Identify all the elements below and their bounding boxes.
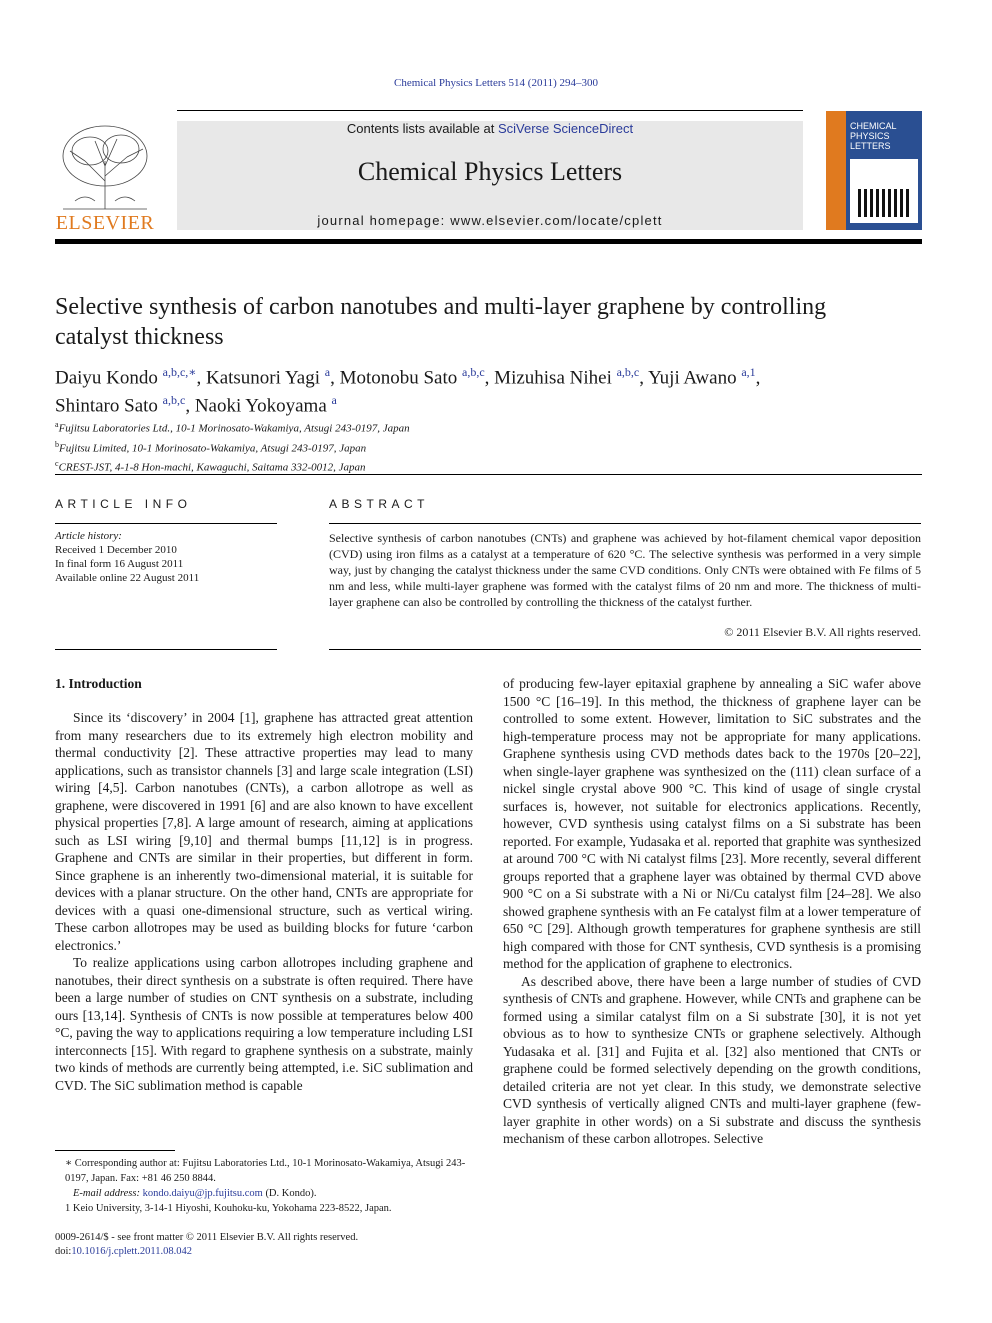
affiliation-text: Fujitsu Limited, 10-1 Morinosato-Wakamiya, Atsugi 243-0197, Japan bbox=[59, 442, 367, 455]
left-column bbox=[55, 709, 473, 1094]
affiliations bbox=[55, 417, 655, 476]
author-name: Shintaro Sato bbox=[55, 395, 163, 417]
affiliation-marker: a bbox=[55, 420, 59, 429]
author-separator: , bbox=[185, 395, 195, 417]
contents-line bbox=[177, 121, 803, 136]
author-list bbox=[55, 361, 915, 418]
author-separator: , bbox=[330, 367, 340, 389]
cover-title: CHEMICAL PHYSICS LETTERS bbox=[850, 121, 897, 151]
author-affiliation-marker[interactable]: a,b,c bbox=[462, 365, 485, 379]
email-suffix: (D. Kondo). bbox=[262, 1188, 317, 1199]
header-thick-rule bbox=[55, 239, 922, 244]
title-divider bbox=[55, 474, 922, 475]
online-date: Available online 22 August 2011 bbox=[55, 572, 200, 584]
author-separator: , bbox=[755, 367, 761, 389]
intro-paragraph-3: of producing few-layer epitaxial graphene by annealing a SiC wafer above 1500 °C [16–19]. In this method, the thickness of graphene layer can be controlled to some extent. However, limitation to SiC substrates and the high-temperature process may not be appropriate for many applications. Graphene synthesis using CVD methods dates back to the 1970s [20–22], when single-layer graphene was synthesized on the (111) clean surface of a nickel single crystal above 900 °C. This kind of usage of single crystal surfaces is, however, not suitable for electronics applications. Recently, however, CVD synthesis using catalyst films on a Si substrate has been reported. For example, Yudasaka et al. reported that graphite was synthesized at around 700 °C with Ni catalyst films [23]. More recently, several different groups reported that a graphene layer was obtained by thermal CVD above 900 °C on a Si substrate with a Ni or Ni/Cu catalyst film [24–28]. We also showed graphene synthesis with an Fe catalyst film at a lower temperature of 650 °C [29]. Although growth temperatures for graphene synthesis are still high compared with those for CNT synthesis, CVD synthesis is a promising method for the application of graphene to electronics. bbox=[503, 676, 921, 971]
email-note bbox=[55, 1186, 473, 1201]
intro-paragraph-1: Since its ‘discovery’ in 2004 [1], graphene has attracted great attention from many researchers due to its extremely high electron mobility and thermal conductivity [2]. These attractive properties may lead to many applications, such as transistor channels [3] and large scale integration (LSI) wiring [4,5]. Carbon nanotubes (CNTs), a carbon allotrope as well as graphene, were discovered in 1991 [6] and are also known to have excellent physical properties [7,8]. A large amount of research, aiming at applications such as LSI wiring [9,10] and thermal bumps [11,12] is in progress. Graphene and CNTs are similar in their properties, but different in form. Since graphene is an inherently two-dimensional material, it is suitable for devices with a planar structure. On the other hand, CNTs are appropriate for devices with a quasi one-dimensional structure, such as vertical wiring. These carbon allotropes may be used as building blocks for future ‘carbon electronics.’ bbox=[55, 710, 473, 953]
cover-strip bbox=[826, 111, 846, 230]
author-name: Daiyu Kondo bbox=[55, 367, 163, 389]
affiliation-text: CREST-JST, 4-1-8 Hon-machi, Kawaguchi, Saitama 332-0012, Japan bbox=[58, 461, 366, 474]
email-label: E-mail address: bbox=[73, 1188, 140, 1199]
author-name: Katsunori Yagi bbox=[205, 367, 325, 389]
abstract-bottom-rule bbox=[329, 649, 921, 650]
intro-paragraph-4: As described above, there have been a large number of studies of CVD synthesis of CNTs and graphene. However, while CNTs and graphene can be formed using a similar catalyst film on a Si substrate [30], it is not yet obvious as to how to synthesize CNTs or graphene selectively. Although Yudasaka et al. [31] and Fujita et al. [32] also mentioned that CNTs or graphene could be formed selectively depending on the growth conditions, detailed criteria are not yet clear. In this study, we demonstrate selective CVD synthesis of vertically aligned CNTs and multi-layer graphene (few-layer graphite in other words) on a Si substrate and discuss the synthesis mechanism of these carbon allotropes. Selective bbox=[503, 973, 921, 1146]
journal-header-box bbox=[177, 121, 803, 230]
article-info-rule bbox=[55, 523, 277, 524]
article-title: Selective synthesis of carbon nanotubes and multi-layer graphene by controlling catalyst thickness bbox=[55, 294, 827, 350]
article-info-heading: ARTICLE INFO bbox=[55, 497, 192, 511]
intro-paragraph-2: To realize applications using carbon allotropes including graphene and nanotubes, their direct synthesis on a substrate is often required. There have been a large number of studies on CNT synthesis on a substrate, including ours [13,14]. Synthesis of CNTs is now possible at temperatures below 400 °C, paving the way to applications requiring a low temperature including LSI interconnects [15]. With regard to graphene synthesis on a substrate, mainly two kinds of methods are currently being attempted, i.e. SiC sublimation and CVD. The SiC sublimation method is capable bbox=[55, 955, 473, 1093]
sciencedirect-link[interactable]: SciVerse ScienceDirect bbox=[497, 121, 634, 136]
author-affiliation-marker[interactable]: a,b,c bbox=[616, 365, 640, 379]
footnote-rule bbox=[55, 1150, 175, 1151]
issn-line: 0009-2614/$ - see front matter © 2011 Elsevier B.V. All rights reserved. bbox=[55, 1232, 359, 1243]
journal-title: Chemical Physics Letters bbox=[357, 157, 623, 186]
affiliation-line bbox=[55, 437, 655, 457]
affiliation-line bbox=[55, 417, 655, 437]
final-form-date: In final form 16 August 2011 bbox=[55, 558, 184, 570]
cover-image-panel bbox=[850, 159, 918, 223]
introduction-heading: 1. Introduction bbox=[55, 676, 142, 691]
author-affiliation-marker[interactable]: a bbox=[331, 393, 337, 408]
abstract-heading: ABSTRACT bbox=[329, 497, 430, 511]
affiliation-marker: c bbox=[55, 459, 59, 469]
affiliation-text: Fujitsu Laboratories Ltd., 10-1 Morinosato-Wakamiya, Atsugi 243-0197, Japan bbox=[58, 422, 410, 435]
page-footer bbox=[55, 1231, 475, 1259]
author-affiliation-marker[interactable]: a bbox=[324, 365, 331, 379]
footnote-1: 1 Keio University, 3-14-1 Hiyoshi, Kouhoku-ku, Yokohama 223-8522, Japan. bbox=[65, 1203, 392, 1214]
corresponding-author-note: ∗ Corresponding author at: Fujitsu Laboratories Ltd., 10-1 Morinosato-Wakamiya, Atsugi 243-0197, Japan. Fax: +81 46 250 8844. bbox=[65, 1158, 466, 1184]
journal-cover-thumbnail bbox=[826, 111, 922, 230]
author-separator: , bbox=[639, 367, 649, 389]
doi-label: doi: bbox=[55, 1246, 72, 1257]
author-name: Yuji Awano bbox=[648, 367, 742, 389]
author-affiliation-marker[interactable]: a,b,c bbox=[162, 393, 186, 408]
history-label: Article history: bbox=[55, 530, 122, 542]
author-affiliation-marker[interactable]: a,1 bbox=[741, 365, 756, 379]
affiliation-marker: b bbox=[55, 439, 59, 449]
abstract-copyright: © 2011 Elsevier B.V. All rights reserved. bbox=[724, 625, 921, 639]
right-column bbox=[503, 675, 921, 1148]
author-name: Naoki Yokoyama bbox=[194, 395, 332, 417]
author-separator: , bbox=[196, 367, 206, 389]
contents-prefix: Contents lists available at bbox=[346, 121, 498, 136]
author-affiliation-marker[interactable]: a,b,c,∗ bbox=[162, 365, 197, 379]
elsevier-wordmark: ELSEVIER bbox=[55, 212, 155, 234]
author-name: Motonobu Sato bbox=[339, 367, 463, 389]
doi-line bbox=[55, 1245, 475, 1259]
article-info-bottom-rule bbox=[55, 649, 277, 650]
author-separator: , bbox=[484, 367, 495, 389]
author-name: Mizuhisa Nihei bbox=[494, 367, 617, 389]
abstract-text: Selective synthesis of carbon nanotubes (CNTs) and graphene was achieved by hot-filament chemical vapor deposition (CVD) using iron films as a catalyst at a temperature of 620 °C. The selective synthesis was performed in a very simple way, just by changing the catalyst thickness under the same CVD conditions. Only CNTs were obtained with Fe films of 5 nm and less, while multi-layer graphene was formed with the catalyst films of 20 nm and more. The thickness of multi-layer graphene can also be controlled by controlling the thickness of the catalyst further. bbox=[329, 531, 921, 609]
doi-link[interactable]: 10.1016/j.cplett.2011.08.042 bbox=[71, 1246, 192, 1257]
header-divider bbox=[177, 110, 803, 111]
abstract-rule bbox=[329, 523, 921, 524]
email-link[interactable]: kondo.daiyu@jp.fujitsu.com bbox=[142, 1188, 263, 1199]
received-date: Received 1 December 2010 bbox=[55, 544, 177, 556]
article-history bbox=[55, 529, 277, 585]
journal-homepage[interactable]: journal homepage: www.elsevier.com/locate/cplett bbox=[317, 213, 663, 228]
footnotes bbox=[55, 1156, 473, 1216]
journal-citation[interactable]: Chemical Physics Letters 514 (2011) 294–300 bbox=[394, 77, 598, 89]
